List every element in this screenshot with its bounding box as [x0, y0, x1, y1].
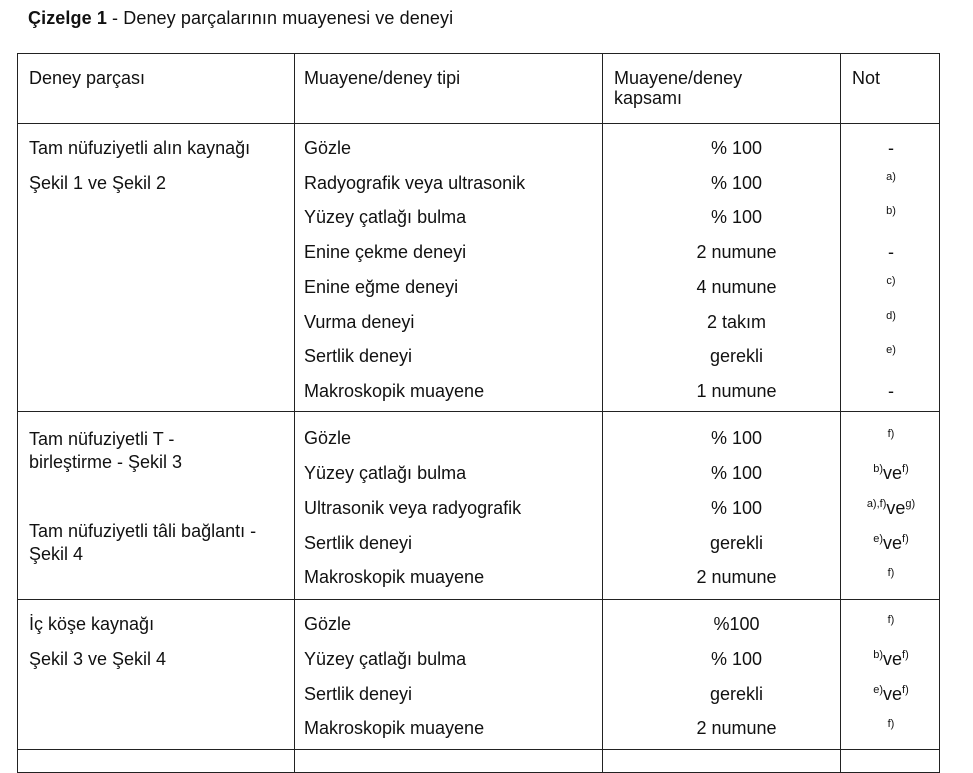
row-type: Ultrasonik veya radyografik: [304, 498, 522, 518]
row-note: f): [887, 614, 895, 626]
row-scope: % 100: [710, 428, 763, 448]
row-divider: [18, 411, 939, 412]
row-type: Gözle: [304, 138, 352, 158]
caption-label: Çizelge 1: [28, 8, 107, 28]
row-scope: gerekli: [709, 346, 764, 366]
row-type: Yüzey çatlağı bulma: [304, 207, 467, 227]
row-scope: 4 numune: [696, 277, 777, 297]
row-note: $^{e)}ve^{f)}$: [873, 684, 909, 704]
row-divider: [18, 599, 939, 600]
row-type: Sertlik deneyi: [304, 533, 413, 553]
row-note: c): [886, 275, 896, 287]
header-type: Muayene/deney tipi: [304, 68, 461, 88]
group3-part-line2: Şekil 3 ve Şekil 4: [29, 649, 167, 669]
row-scope: 1 numune: [696, 381, 777, 401]
group2-part-a-line2: birleştirme - Şekil 3: [29, 452, 183, 472]
header-scope-line2: kapsamı: [614, 88, 683, 108]
row-note: f): [887, 718, 895, 730]
row-note: a): [886, 171, 896, 183]
row-scope: % 100: [710, 463, 763, 483]
row-divider: [18, 749, 939, 750]
row-type: Enine eğme deneyi: [304, 277, 459, 297]
row-type: Gözle: [304, 428, 352, 448]
group1-part-line1: Tam nüfuziyetli alın kaynağı: [29, 138, 251, 158]
caption-text: - Deney parçalarının muayenesi ve deneyi: [106, 8, 454, 28]
row-type: Sertlik deneyi: [304, 346, 413, 366]
row-scope: % 100: [710, 498, 763, 518]
row-type: Makroskopik muayene: [304, 567, 485, 587]
row-scope: gerekli: [709, 684, 764, 704]
inspection-table: [17, 53, 940, 773]
row-type: Makroskopik muayene: [304, 718, 485, 738]
row-note: d): [886, 310, 896, 322]
row-note: -: [888, 381, 894, 401]
row-scope: 2 numune: [696, 242, 777, 262]
row-type: Enine çekme deneyi: [304, 242, 467, 262]
row-scope: % 100: [710, 649, 763, 669]
header-note: Not: [852, 68, 881, 88]
row-note: $^{b)}ve^{f)}$: [873, 649, 909, 669]
row-type: Gözle: [304, 614, 352, 634]
group1-part-line2: Şekil 1 ve Şekil 2: [29, 173, 167, 193]
group3-part-line1: İç köşe kaynağı: [29, 614, 155, 634]
row-note: f): [887, 567, 895, 579]
row-scope: gerekli: [709, 533, 764, 553]
row-type: Yüzey çatlağı bulma: [304, 463, 467, 483]
group2-part-a-line1: Tam nüfuziyetli T -: [29, 429, 175, 449]
row-scope: % 100: [710, 173, 763, 193]
row-scope: 2 takım: [706, 312, 767, 332]
column-divider: [294, 54, 295, 772]
row-scope: % 100: [710, 138, 763, 158]
table-caption: [28, 8, 453, 29]
row-note: $^{b)}ve^{f)}$: [873, 463, 909, 483]
row-type: Sertlik deneyi: [304, 684, 413, 704]
row-note: $^{a),f)}ve^{g)}$: [866, 498, 916, 518]
row-note: e): [886, 344, 896, 356]
row-divider: [18, 123, 939, 124]
row-type: Yüzey çatlağı bulma: [304, 649, 467, 669]
header-part: Deney parçası: [29, 68, 146, 88]
row-scope: 2 numune: [696, 718, 777, 738]
row-scope: %100: [713, 614, 760, 634]
group2-part-b-line1: Tam nüfuziyetli tâli bağlantı -: [29, 521, 257, 541]
row-note: -: [888, 138, 894, 158]
row-type: Radyografik veya ultrasonik: [304, 173, 526, 193]
row-scope: 2 numune: [696, 567, 777, 587]
group2-part-b-line2: Şekil 4: [29, 544, 84, 564]
row-type: Vurma deneyi: [304, 312, 415, 332]
row-note: b): [886, 205, 896, 217]
row-note: f): [887, 428, 895, 440]
row-note: -: [888, 242, 894, 262]
column-divider: [602, 54, 603, 772]
row-type: Makroskopik muayene: [304, 381, 485, 401]
header-scope-line1: Muayene/deney: [614, 68, 743, 88]
row-note: $^{e)}ve^{f)}$: [873, 533, 909, 553]
row-scope: % 100: [710, 207, 763, 227]
